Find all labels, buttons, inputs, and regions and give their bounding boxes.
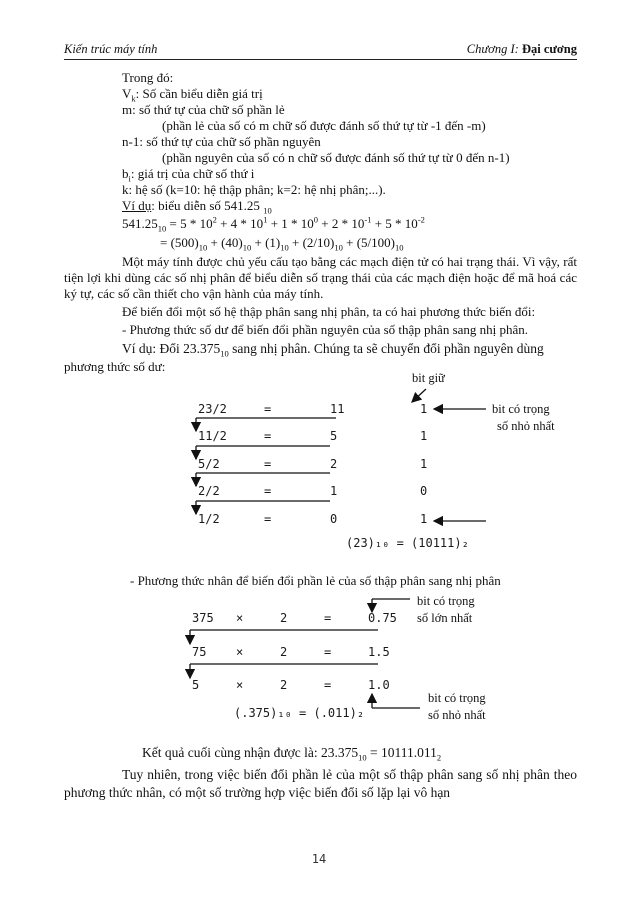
div-rem: 1 (420, 512, 428, 526)
div-expr: 2/2 (198, 484, 220, 498)
paragraph-infinite-repeat: Tuy nhiên, trong việc biến đổi phần lẻ của một số thập phân sang số nhị phân theo phương thức nhân, có một số trường hợp việc biến đổi số lặp lại vô hạn (64, 767, 577, 800)
label-lsb-2: số nhỏ nhất (497, 419, 555, 433)
label-msb-2: số lớn nhất (417, 611, 473, 625)
mul-eq: = (324, 678, 332, 692)
example-text: : biểu diễn số 541.25 (151, 198, 264, 213)
mul-r: 1.5 (368, 645, 390, 659)
var-v: V (122, 86, 132, 101)
header-chapter-number: Chương I: (466, 42, 519, 56)
div-eq: = (264, 402, 272, 416)
div-eq: = (264, 429, 272, 443)
bullet-remainder-method: - Phương thức số dư để biến đổi phần nguyên của số thập phân sang nhị phân. (122, 322, 529, 337)
label-lsb-1: bit có trọng (492, 402, 550, 416)
div-eq: = (264, 484, 272, 498)
label-lsb-mul-2: số nhỏ nhất (428, 708, 486, 722)
div-expr: 5/2 (198, 457, 220, 471)
var-v-sub: k (131, 93, 136, 104)
label-bit-giu: bit giữ (412, 371, 445, 385)
mul-b: 2 (280, 611, 288, 625)
div-expr: 11/2 (198, 429, 227, 443)
div-expr: 1/2 (198, 512, 220, 526)
div-eq: = (264, 457, 272, 471)
text-line-n1-note: (phần nguyên của số có n chữ số được đánh số thứ tự từ 0 đến n-1) (162, 150, 510, 165)
label-lsb-mul-1: bit có trọng (428, 691, 486, 705)
paragraph-example-23: Ví dụ: Đổi $23.375_{10}$ sang nhị phân. Chúng ta sẽ chuyển đổi phần nguyên dùng (122, 341, 544, 359)
mul-b: 2 (280, 678, 288, 692)
multiplication-rows (192, 611, 397, 692)
mul-op: × (236, 611, 244, 625)
mul-op: × (236, 678, 244, 692)
division-result: (23)₁₀ = (10111)₂ (346, 536, 469, 550)
mul-eq: = (324, 645, 332, 659)
paragraph-final-result: Kết quả cuối cùng nhận được là: $23.375_{10} = 10111.011_2$ (142, 745, 442, 763)
var-b-desc: : giá trị của chữ số thứ i (130, 166, 255, 181)
div-quot: 0 (330, 512, 338, 526)
div-rem: 1 (420, 457, 428, 471)
text-line-m-note: (phần lẻ của số có m chữ số được đánh số thứ tự từ -1 đến -m) (162, 118, 486, 133)
example-base: 10 (263, 205, 272, 216)
example-label: Ví dụ (122, 198, 152, 213)
formula-line-2: = $(500)_{10} + (40)_{10} + (1)_{10} + (2/10)_{10} + (5/100)_{10}$ (160, 235, 404, 253)
text-line-m: m: số thứ tự của chữ số phần lẻ (122, 102, 285, 117)
div-quot: 1 (330, 484, 338, 498)
mul-b: 2 (280, 645, 288, 659)
header-book-title: Kiến trúc máy tính (64, 42, 158, 56)
div-expr: 23/2 (198, 402, 227, 416)
var-b-sub: i (128, 173, 131, 184)
paragraph-binary-intro: Một máy tính được chủ yếu cấu tạo bằng các mạch điện tử có hai trạng thái. Vì vậy, rất tiện lợi khi dùng các số nhị phân để biểu diễn số trạng thái của các mạch điện hoặc để mã hoá các ký tự, các số cần thiết cho vận hành của máy tính. (64, 254, 577, 301)
div-quot: 5 (330, 429, 338, 443)
mul-r: 1.0 (368, 678, 390, 692)
multiplication-result: (.375)₁₀ = (.011)₂ (234, 706, 365, 720)
header-chapter-title: Đại cương (521, 42, 577, 56)
div-eq: = (264, 512, 272, 526)
paragraph-two-methods: Để biến đổi một số hệ thập phân sang nhị phân, ta có hai phương thức biến đổi: (122, 304, 536, 319)
mul-r: 0.75 (368, 611, 397, 625)
div-rem: 0 (420, 484, 428, 498)
div-quot: 2 (330, 457, 338, 471)
text-line-k: k: hệ số (k=10: hệ thập phân; k=2: hệ nhị phân;...). (122, 182, 386, 197)
page-number: 14 (311, 852, 327, 866)
paragraph-remainder-label: phương thức số dư: (64, 359, 166, 374)
var-b: b (122, 166, 129, 181)
div-rem: 1 (420, 402, 428, 416)
bullet-multiplication-method: - Phương thức nhân để biến đổi phần lẻ của số thập phân sang nhị phân (130, 573, 501, 588)
text-line-trong-do: Trong đó: (122, 70, 174, 85)
mul-eq: = (324, 611, 332, 625)
mul-op: × (236, 645, 244, 659)
text-line-n1: n-1: số thứ tự của chữ số phần nguyên (122, 134, 321, 149)
var-v-desc: : Số cần biểu diễn giá trị (135, 86, 263, 101)
mul-a: 375 (192, 611, 214, 625)
div-quot: 11 (330, 402, 345, 416)
formula-line-1: $541.25_{10} = 5 * 10^2 + 4 * 10^1 + 1 * 10^0 + 2 * 10^{-1} + 5 * 10^{-2}$ (122, 214, 425, 234)
label-msb-1: bit có trọng (417, 594, 475, 608)
mul-a: 5 (192, 678, 200, 692)
mul-a: 75 (192, 645, 207, 659)
div-rem: 1 (420, 429, 428, 443)
